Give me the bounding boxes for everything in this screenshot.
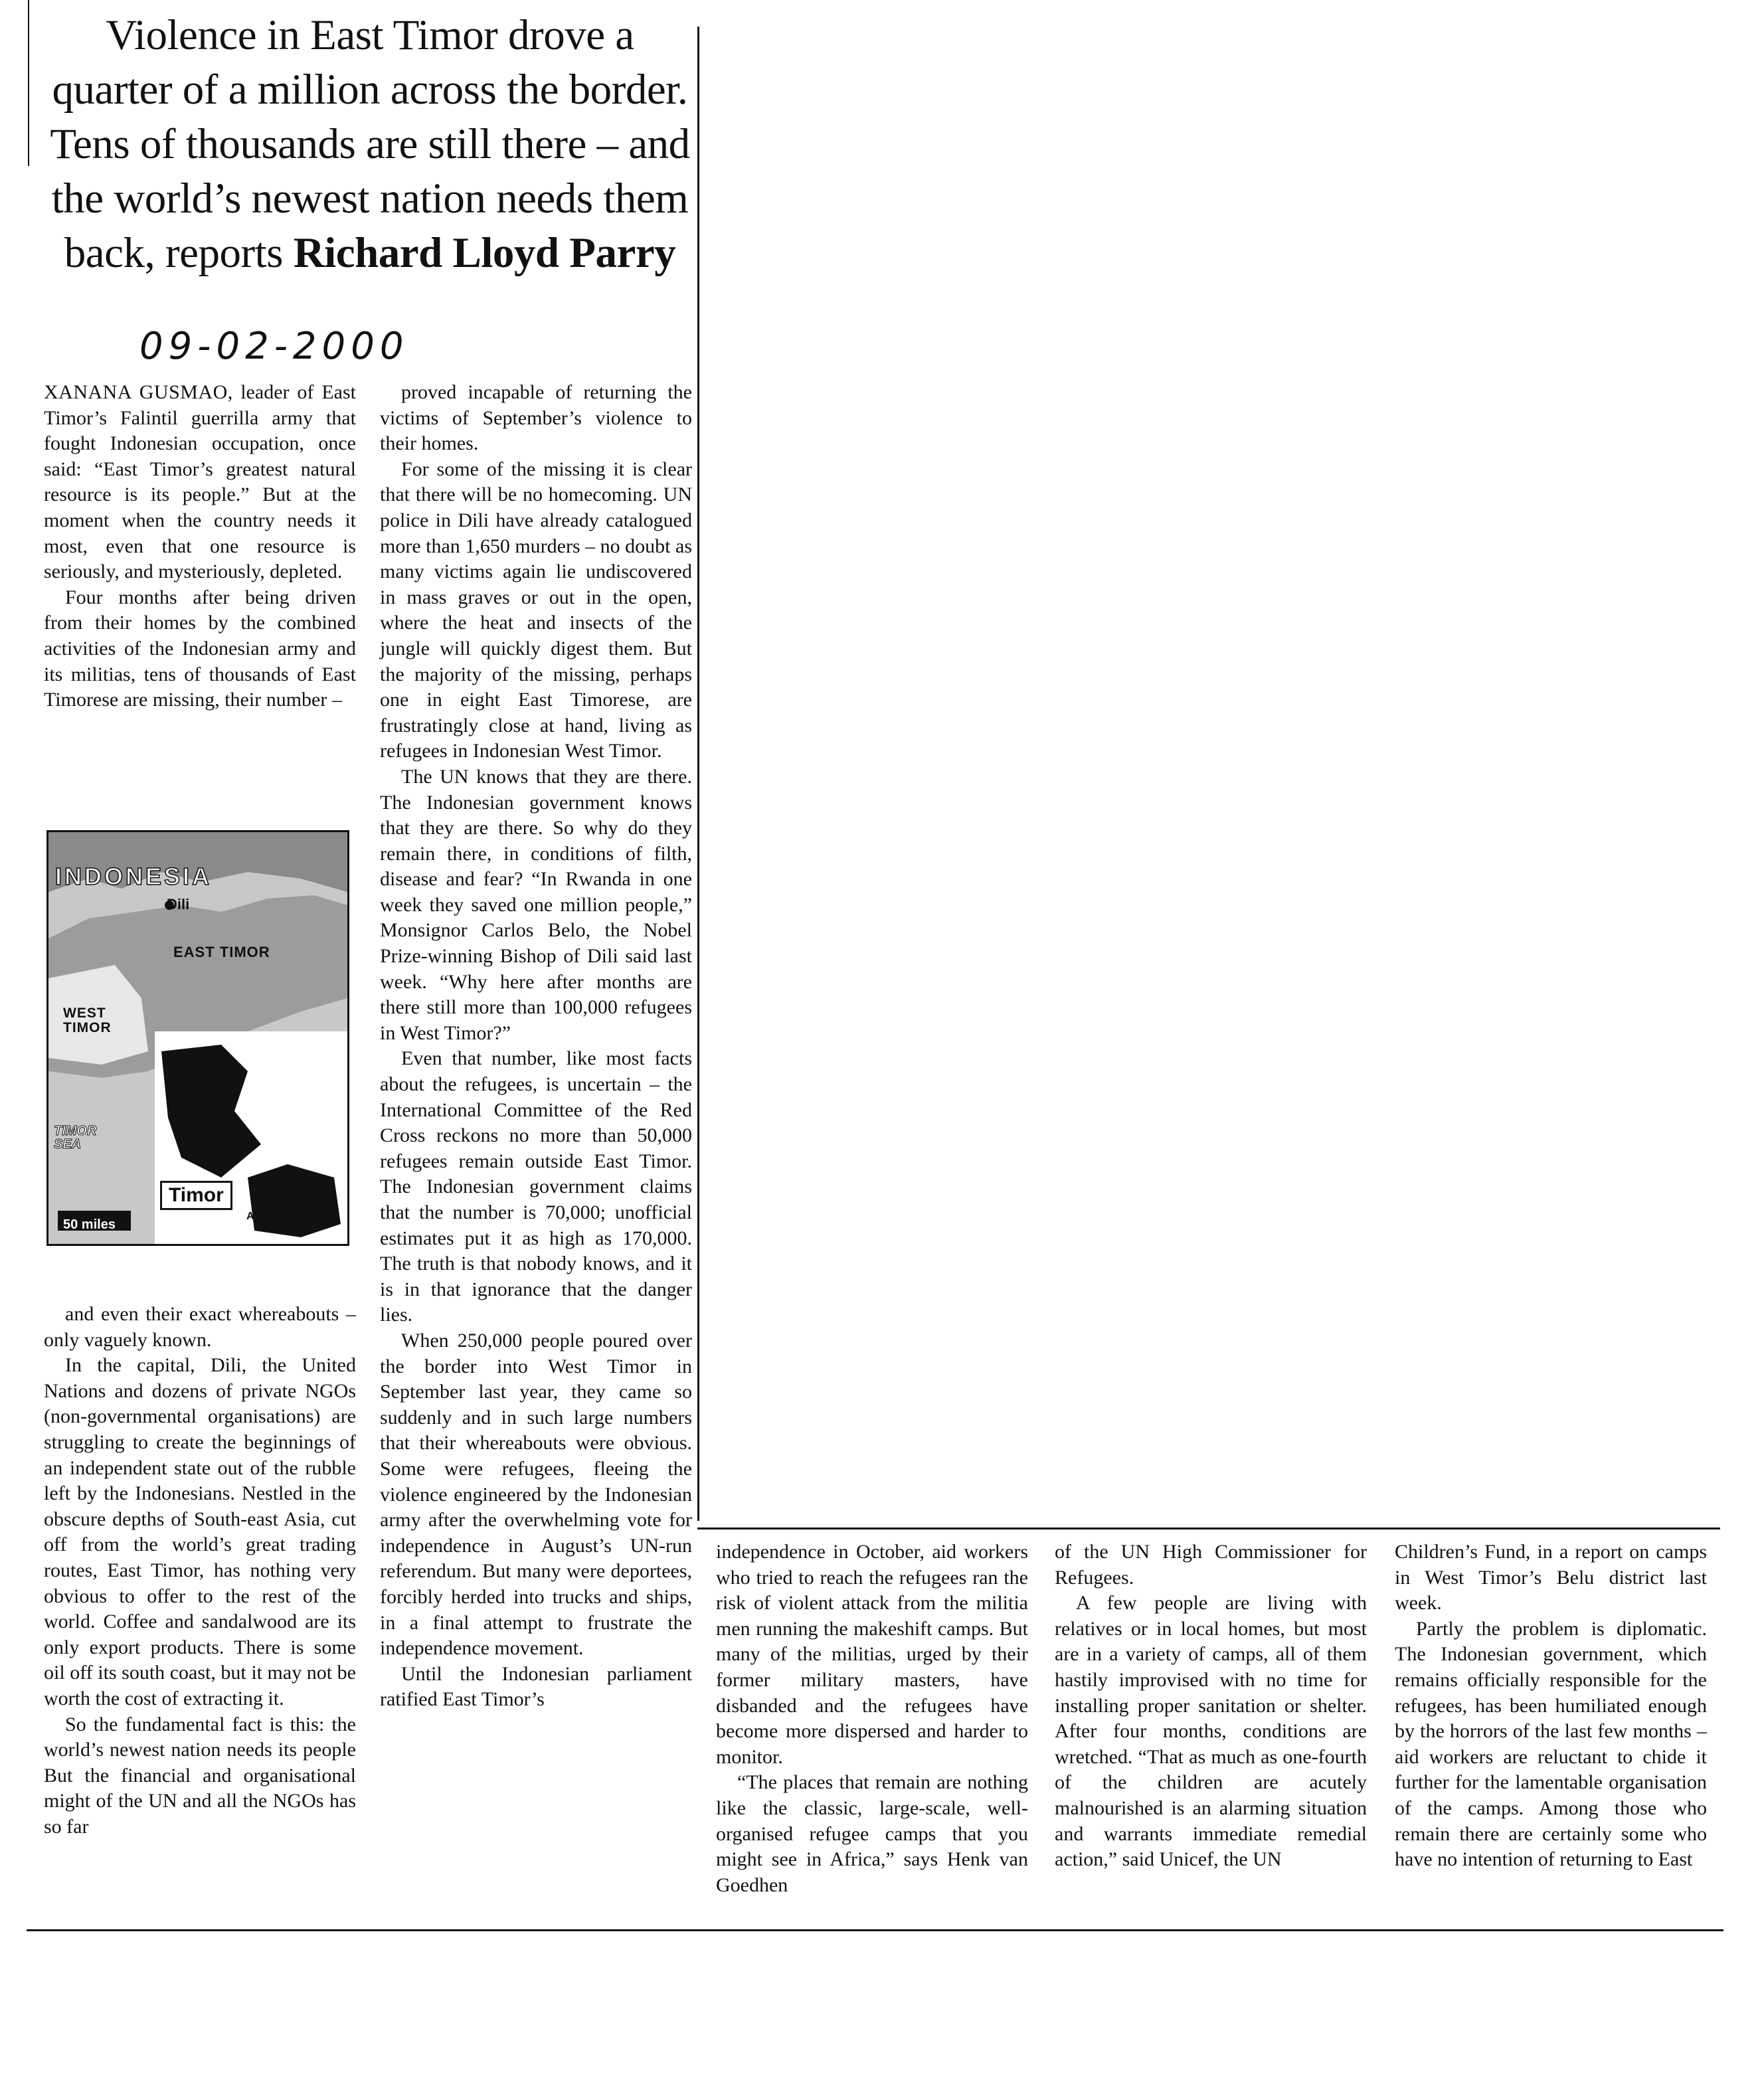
article-paragraph: [716, 1770, 1028, 1898]
article-paragraph: [44, 1302, 356, 1353]
byline-author: Richard Lloyd Parry: [293, 229, 676, 277]
paragraph-text: independence in October, aid workers who tried to reach the refugees ran the risk of violent attack from the militia men running the makeshift camps. But many of the militias, urged by their former military masters, have disbanded and the refugees have become more dispersed and harder to monitor.: [716, 1541, 1028, 1768]
paragraph-text: In the capital, Dili, the United Nations and dozens of private NGOs (non-governmental organisations) are struggling to create the beginnings of an independent state out of the rubble left by the Indonesians. Nestled in the obscure depths of South-east Asia, cut off from the world’s great trading routes, East Timor, has nothing very obvious to offer to the rest of the world. Coffee and sandalwood are its only export products. There is some oil off its south coast, but it may not be worth the cost of extracting it.: [44, 1354, 356, 1709]
map-label-scale: 50 miles: [63, 1217, 116, 1232]
paragraph-text: When 250,000 people poured over the border into West Timor in September last year, they came so suddenly and in such large numbers that their whereabouts were obvious. Some were refugees, fleeing the violence engineered by the Indonesian army after the overwhelming vote for independence in August’s UN-run referendum. But many were deportees, forcibly herded into trucks and ships, in a final attempt to frustrate the independence movement.: [380, 1329, 692, 1660]
column-2: [380, 380, 692, 1713]
map-label-east-timor: EAST TIMOR: [173, 944, 270, 960]
paragraph-text: proved incapable of returning the victims of September’s violence to their homes.: [380, 381, 692, 455]
bottom-rule: [27, 1929, 1723, 1931]
paragraph-text: The UN knows that they are there. The Indonesian government knows that they are there. So why do they remain there, in conditions of filth, disease and fear? “In Rwanda in one week they saved one million people,” Monsignor Carlos Belo, the Nobel Prize-winning Bishop of Dili said last week. “Why here after months are there still more than 100,000 refugees in West Timor?”: [380, 765, 692, 1044]
paragraph-text: “The places that remain are nothing like the classic, large-scale, well-organised refugee camps that you might see in Africa,” says Henk van Goedhen: [716, 1771, 1028, 1896]
article-paragraph: [1395, 1616, 1707, 1873]
headline-text: Violence in East Timor drove a quarter of a million across the border. Tens of thousands are still there – and the world’s newest nation needs them back, reports: [50, 11, 690, 277]
paragraph-text: Four months after being driven from their homes by the combined activities of the Indonesian army and its militias, tens of thousands of East Timorese are missing, their number –: [44, 586, 356, 711]
column-1-bottom: [44, 1302, 356, 1840]
paragraph-text: of the UN High Commissioner for Refugees.: [1055, 1541, 1367, 1589]
map-label-indonesia: INDONESIA: [55, 863, 213, 890]
paragraph-text: So the fundamental fact is this: the world’s newest nation needs its people But the financial and organisational might of the UN and all the NGOs has so far: [44, 1713, 356, 1838]
paragraph-text: , leader of East Timor’s Falintil guerrilla army that fought Indonesian occupation, once said: “East Timor’s greatest natural resource is its people.” But at the moment when the country needs it most, even that one resource is seriously, and mysteriously, depleted.: [44, 381, 356, 583]
article-paragraph: [716, 1539, 1028, 1770]
article-paragraph: [380, 1328, 692, 1662]
column-5: [1395, 1539, 1707, 1873]
map-label-west-timor: WEST TIMOR: [63, 1005, 112, 1035]
article-paragraph: [44, 1353, 356, 1711]
headline-right-rule: [697, 27, 699, 1521]
article-paragraph: [1395, 1539, 1707, 1616]
article-lead-name: XANANA GUSMAO: [44, 381, 228, 403]
map-label-timor-inset: Timor: [160, 1181, 232, 1210]
left-margin-rule: [28, 0, 29, 166]
map-label-australia: AUSTRALIA: [246, 1211, 314, 1222]
paragraph-text: Even that number, like most facts about the refugees, is uncertain – the International Committee of the Red Cross reckons no more than 50,000 refugees remain outside East Timor. The Indonesian government claims that the number is 70,000; unofficial estimates put it as high as 170,000. The truth is that nobody knows, and it is in that ignorance that the danger lies.: [380, 1047, 692, 1326]
article-paragraph: [1055, 1591, 1367, 1873]
article-paragraph: [380, 1046, 692, 1328]
article-paragraph: [380, 380, 692, 457]
paragraph-text: Partly the problem is diplomatic. The Indonesian government, which remains officially responsible for the refugees, has been humiliated enough by the horrors of the last few months – aid workers are reluctant to chide it further for the lamentable organisation of the camps. Among those who remain there are certainly some who have no intention of returning to East: [1395, 1617, 1707, 1871]
map-label-timor-sea: TIMOR SEA: [54, 1124, 97, 1152]
column-1-top: [44, 380, 356, 713]
paragraph-text: and even their exact whereabouts – only vaguely known.: [44, 1303, 356, 1351]
paragraph-text: Children’s Fund, in a report on camps in West Timor’s Belu district last week.: [1395, 1541, 1707, 1614]
headline: [41, 8, 699, 280]
column-3: [716, 1539, 1028, 1898]
lower-columns-top-rule: [697, 1527, 1720, 1529]
east-timor-map: [46, 830, 349, 1246]
paragraph-text: A few people are living with relatives or in local homes, but most are in a variety of camps, all of them hastily improvised with no time for installing proper sanitation or shelter. After four months, conditions are wretched. “That as much as one-fourth of the children are acutely malnourished is an alarming situation and warrants immediate remedial action,” said Unicef, the UN: [1055, 1592, 1367, 1871]
paragraph-text: Until the Indonesian parliament ratified East Timor’s: [380, 1662, 692, 1711]
article-paragraph: [380, 1662, 692, 1713]
article-paragraph: [380, 764, 692, 1047]
article-paragraph: [44, 1712, 356, 1840]
paragraph-text: For some of the missing it is clear that there will be no homecoming. UN police in Dili have already catalogued more than 1,650 murders – no doubt as many victims again lie undiscovered in mass graves or out in the open, where the heat and insects of the jungle will quickly digest them. But the majority of the missing, perhaps one in eight East Timorese, are frustratingly close at hand, living as refugees in Indonesian West Timor.: [380, 458, 692, 762]
column-4: [1055, 1539, 1367, 1873]
article-paragraph: [44, 380, 356, 585]
article-paragraph: [44, 585, 356, 713]
article-paragraph: [380, 457, 692, 764]
article-paragraph: [1055, 1539, 1367, 1591]
map-label-dili: Dili: [167, 896, 190, 913]
handwritten-date: 09-02-2000: [139, 325, 409, 368]
